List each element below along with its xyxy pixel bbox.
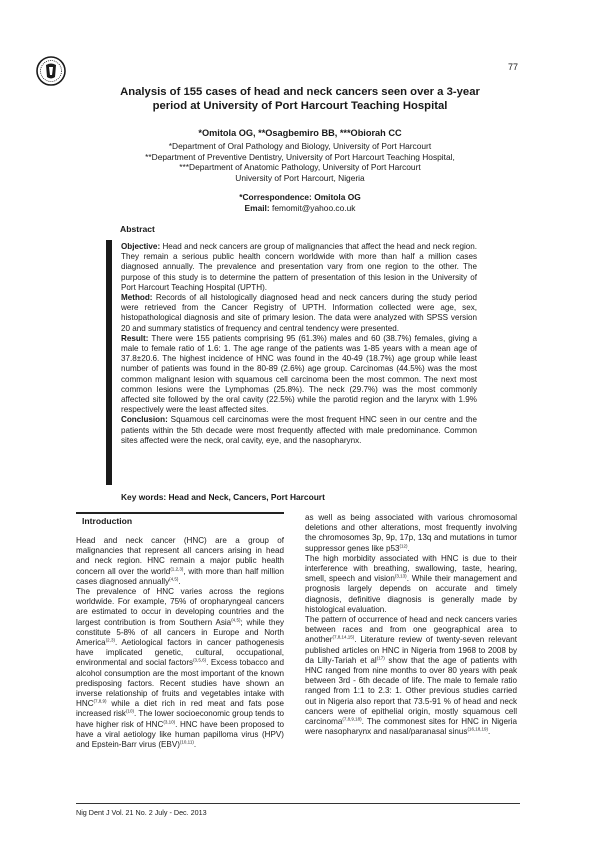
correspondence-label: *Correspondence:	[239, 192, 312, 202]
intro-paragraph-2: The prevalence of HNC varies across the regions worldwide. For example, 75% of oropharyngeal cancers are estimated to occur in developing countries and the largest contribution is from Southern Asia$^{(4,5)}$; while they constitute 5-8% of all cancers in Europe and North America$^{(2,3)}$. Aetiological factors in cancer pathogenesis have implicated genetic, cultural, occupational, environmental and social factors$^{(3,5,6)}$. Excess tobacco and alcohol consumption are the most important of the known predisposing factors. Recent studies have shown an inverse relationship of fruits and vegetables intake with HNC$^{(7,8,9)}$ while a diet rich in red meat and fats pose increased risk$^{(10)}$. The lower socioeconomic group tends to have higher risk of HNC$^{(3,10)}$. HNC have been proposed to have a viral aetiology like human papilloma virus (HPV) and Epstein-Barr virus (EBV)$^{(10,11)}$.	[76, 587, 284, 750]
affiliation-1: *Department of Oral Pathology and Biology, University of Port Harcourt	[168, 141, 432, 151]
affiliation-2: **Department of Preventive Dentistry, University of Port Harcourt Teaching Hospital,	[145, 151, 455, 162]
footer-rule	[76, 803, 520, 804]
article-title	[100, 86, 500, 113]
affiliations	[100, 141, 500, 183]
abstract-body	[121, 242, 477, 446]
intro-paragraph-5: The pattern of occurrence of head and neck cancers varies between races and from one geographical area to another$^{(7,8,14,15)}$. Literature review of twenty-seven relevant published articles on HNC in Nigeria from 1968 to 2008 by da Lilly-Tariah et $al^{(17)}$ show that the age of patients with HNC ranged from nine months to over 80 years with peak between 3rd - 6th decade of life. The male to female ratio ranged from 1:1 to 2.3: 1. Other previous studies carried out in Nigeria also report that 73.5-91 % of head and neck cancers were of epithelial origin, mostly squamous cell carcinoma$^{(7,8,9,18)}$. The commonest sites for HNC in Nigeria were nasopharynx and nasal/paranasal sinus$^{(16,18,19)}$.	[305, 615, 517, 737]
title-line-2: period at University of Port Harcourt Teaching Hospital	[152, 99, 448, 112]
column-right	[305, 513, 517, 737]
affiliation-3: ***Department of Anatomic Pathology, University of Port Harcourt	[179, 162, 421, 173]
intro-paragraph-3: as well as being associated with various chromosomal deletions and other alterations, most frequently involving the chromosomes 3p, 9p, 17p, 13q and mutations in tumor suppressor genes like p53$^{(12)}$.	[305, 513, 517, 553]
title-line-1: Analysis of 155 cases of head and neck cancers seen over a 3-year	[120, 86, 480, 98]
keywords: Key words: Head and Neck, Cancers, Port Harcourt	[121, 492, 325, 502]
affiliation-4: University of Port Harcourt, Nigeria	[235, 172, 365, 183]
correspondence-name: Omitola OG	[314, 192, 361, 202]
journal-footer: Nig Dent J Vol. 21 No. 2 July - Dec. 2013	[76, 808, 207, 817]
column-left	[76, 536, 284, 750]
abstract-objective: Objective: Head and neck cancers are group of malignancies that affect the head and neck region. They remain a serious public health concern worldwide with more than half a million cases diagnosed annually. The prevalence and presentation vary from one region to the other. The purpose of this study is to determine the pattern of presentation of this lesion in the University of Port Harcourt Teaching Hospital (UPTH).	[121, 242, 477, 292]
email-link[interactable]: femomit@yahoo.co.uk	[272, 202, 356, 213]
intro-paragraph-1: Head and neck cancer (HNC) are a group of malignancies that represent all cancers arising in head and neck region. HNC remain a major public health concern all over the world$^{(1,2,3)}$, with more than half million cases diagnosed annually$^{(4,5)}$.	[76, 536, 284, 586]
abstract-side-bar	[106, 240, 112, 485]
abstract-conclusion: Conclusion: Squamous cell carcinomas were the most frequent HNC seen in our centre and the patients within the 5th decade were most frequently affected with male predominance. Common sites affected were the neck, oral cavity, eye, and the nasopharynx.	[121, 415, 477, 445]
journal-seal-logo	[36, 56, 66, 86]
authors: *Omitola OG, **Osagbemiro BB, ***Obiorah CC	[198, 128, 402, 138]
abstract-result: Result: There were 155 patients comprising 95 (61.3%) males and 60 (38.7%) females, giving a male to female ratio of 1.6: 1. The age range of the patients was 1-85 years with a mean age of 37.8±20.6. The highest incidence of HNC was found in the 40-49 (18.7%) age group while least number of patients was found in the 80-89 (2.6%) age group. Carcinomas (44.5%) was the most common malignant lesion with squamous cell carcinoma been the most common. The next most common lesions were the Lymphomas (25.8%). The neck (29.7%) was the most commonly affected site followed by the oral cavity (22.5%) while the parotid region and the larynx with 1.9% respectively were the least affected sites.	[121, 333, 478, 415]
email-label: Email:	[244, 202, 270, 213]
introduction-heading: Introduction	[82, 516, 133, 526]
intro-paragraph-4: The high morbidity associated with HNC is due to their interference with breathing, swallowing, taste, hearing, smell, speech and vision$^{(3,13)}$. While their management and prognosis largely depends on accurate and timely diagnosis, definitive diagnosis is generally made by histological evaluation.	[305, 553, 517, 614]
abstract-heading: Abstract	[120, 224, 155, 234]
correspondence	[100, 192, 500, 213]
abstract-method: Method: Records of all histologically diagnosed head and neck cancers during the study period were retrieved from the Cancer Registry of UPTH. Information collected were age, sex, histopathological diagnosis and site of primary lesion. The data were analyzed with SPSS version 20 and summary statistics of frequency and central tendency were presented.	[121, 293, 477, 333]
page-number: 77	[508, 62, 519, 72]
